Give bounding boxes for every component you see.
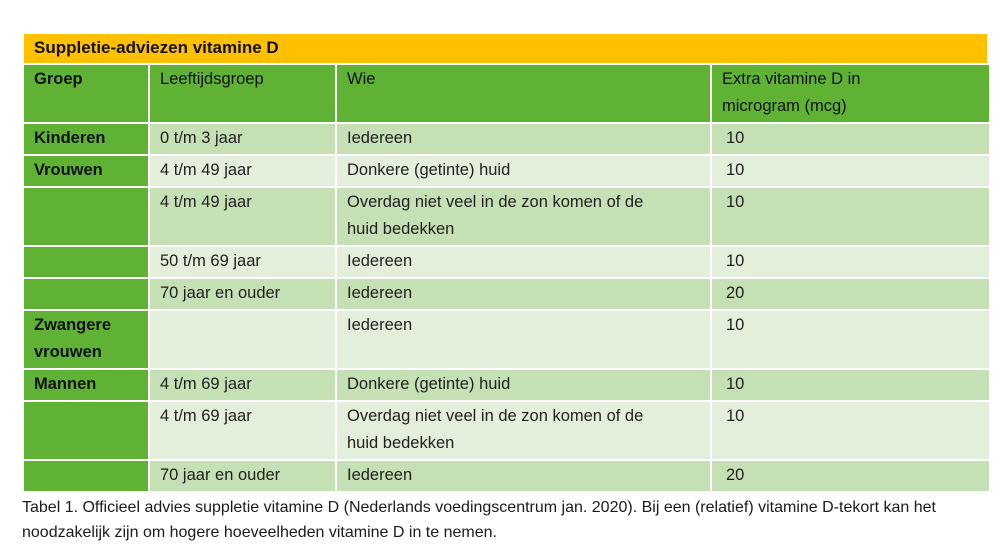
cell-wie-text: Iedereen: [347, 466, 413, 484]
column-header-wie: Wie: [336, 64, 711, 123]
cell-wie: [336, 246, 711, 278]
column-header-leeftijdsgroep: Leeftijdsgroep: [149, 64, 336, 123]
cell-mcg: [711, 310, 990, 369]
cell-wie-text: Overdag niet veel in de zon komen of de huid bedekken: [347, 407, 644, 452]
cell-groep: [23, 369, 149, 401]
cell-wie-text: Iedereen: [347, 284, 413, 302]
cell-mcg: [711, 401, 990, 460]
cell-mcg: [711, 460, 990, 492]
cell-groep-text: Vrouwen: [34, 161, 103, 179]
cell-leeftijdsgroep-text: 4 t/m 69 jaar: [160, 375, 252, 393]
column-header-extra-vitamine-d-label: Extra vitamine D in microgram (mcg): [722, 70, 861, 115]
table-row: [23, 155, 990, 187]
cell-leeftijdsgroep: [149, 278, 336, 310]
header-row: [23, 64, 990, 123]
cell-leeftijdsgroep-text: 4 t/m 49 jaar: [160, 161, 252, 179]
cell-wie: [336, 123, 711, 155]
cell-groep: [23, 155, 149, 187]
cell-leeftijdsgroep-text: 50 t/m 69 jaar: [160, 252, 261, 270]
cell-wie-text: Iedereen: [347, 316, 413, 334]
cell-leeftijdsgroep: [149, 401, 336, 460]
cell-wie-text: Iedereen: [347, 129, 413, 147]
cell-wie: [336, 310, 711, 369]
cell-groep-text: Zwangere vrouwen: [34, 316, 112, 361]
cell-wie-text: Donkere (getinte) huid: [347, 375, 511, 393]
cell-mcg-text: 10: [726, 375, 745, 393]
cell-wie-text: Donkere (getinte) huid: [347, 161, 511, 179]
cell-mcg: [711, 369, 990, 401]
cell-mcg-text: 10: [726, 193, 745, 211]
column-header-extra-vitamine-d: [711, 64, 990, 123]
table-row: [23, 310, 990, 369]
table-row: [23, 401, 990, 460]
cell-leeftijdsgroep-text: 4 t/m 49 jaar: [160, 193, 252, 211]
cell-mcg: [711, 155, 990, 187]
table-row: [23, 187, 990, 246]
cell-wie: [336, 187, 711, 246]
cell-leeftijdsgroep-text: 70 jaar en ouder: [160, 466, 281, 484]
cell-leeftijdsgroep: [149, 369, 336, 401]
cell-mcg: [711, 123, 990, 155]
cell-wie-text: Overdag niet veel in de zon komen of de huid bedekken: [347, 193, 644, 238]
cell-wie-text: Iedereen: [347, 252, 413, 270]
cell-mcg: [711, 278, 990, 310]
cell-mcg-text: 10: [726, 407, 745, 425]
cell-leeftijdsgroep-text: 70 jaar en ouder: [160, 284, 281, 302]
cell-groep: [23, 246, 149, 278]
cell-groep: [23, 460, 149, 492]
cell-groep-text: Kinderen: [34, 129, 106, 147]
cell-groep-text: Mannen: [34, 375, 97, 393]
cell-mcg-text: 20: [726, 466, 745, 484]
table-caption: Tabel 1. Officieel advies suppletie vitamine D (Nederlands voedingscentrum jan. 2020). Bij een (relatief) vitamine D-tekort kan het noodzakelijk zijn om hogere hoeveelheden vitamine D in te nemen.: [22, 499, 936, 541]
cell-groep: [23, 401, 149, 460]
cell-mcg: [711, 187, 990, 246]
cell-leeftijdsgroep: [149, 310, 336, 369]
cell-leeftijdsgroep-text: 0 t/m 3 jaar: [160, 129, 243, 147]
table-row: [23, 460, 990, 492]
table-title-bar: [22, 32, 989, 63]
cell-mcg-text: 10: [726, 161, 745, 179]
cell-wie: [336, 369, 711, 401]
supplement-advice-table: [22, 63, 991, 493]
cell-leeftijdsgroep: [149, 460, 336, 492]
table-row: [23, 369, 990, 401]
cell-wie: [336, 155, 711, 187]
table-row: [23, 123, 990, 155]
cell-mcg-text: 10: [726, 252, 745, 270]
cell-mcg: [711, 246, 990, 278]
cell-wie: [336, 278, 711, 310]
cell-groep: [23, 123, 149, 155]
cell-groep: [23, 187, 149, 246]
cell-leeftijdsgroep: [149, 187, 336, 246]
cell-leeftijdsgroep: [149, 246, 336, 278]
table-title: Suppletie-adviezen vitamine D: [34, 38, 279, 57]
cell-wie: [336, 401, 711, 460]
column-header-groep: Groep: [23, 64, 149, 123]
cell-leeftijdsgroep: [149, 123, 336, 155]
table-row: [23, 278, 990, 310]
table-row: [23, 246, 990, 278]
cell-groep: [23, 278, 149, 310]
cell-wie: [336, 460, 711, 492]
cell-leeftijdsgroep: [149, 155, 336, 187]
cell-mcg-text: 10: [726, 316, 745, 334]
cell-mcg-text: 10: [726, 129, 745, 147]
cell-mcg-text: 20: [726, 284, 745, 302]
vitamin-d-table: [22, 32, 989, 493]
cell-leeftijdsgroep-text: 4 t/m 69 jaar: [160, 407, 252, 425]
cell-groep: [23, 310, 149, 369]
